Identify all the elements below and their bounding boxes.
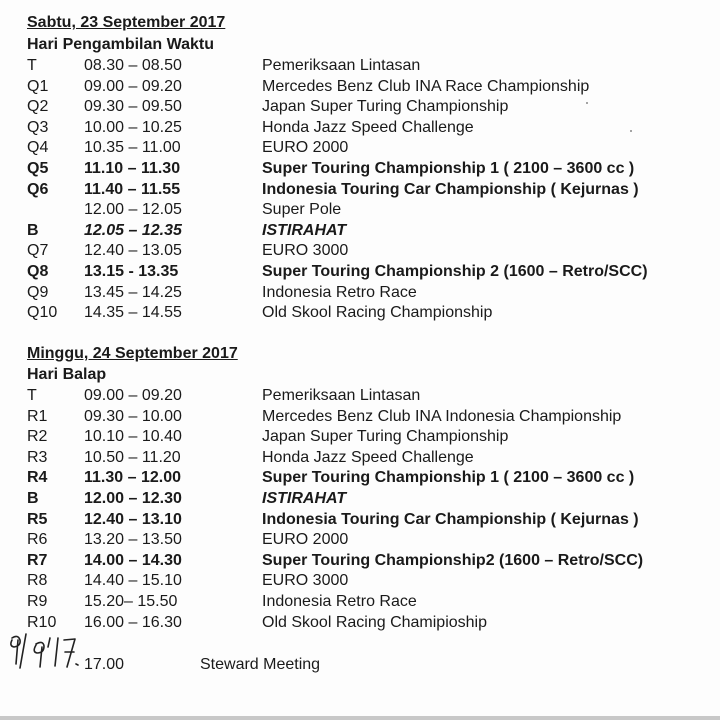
session-time: 08.30 – 08.50: [84, 57, 182, 74]
session-code: Q8: [27, 263, 49, 280]
day1-date-heading: Sabtu, 23 September 2017: [27, 14, 226, 31]
session-event: Super Touring Championship 1 ( 2100 – 3600 cc ): [262, 160, 635, 177]
day1-schedule-row: [0, 180, 720, 201]
footer-time: 17.00: [84, 656, 125, 673]
session-code: T: [27, 57, 37, 74]
session-event: ISTIRAHAT: [262, 490, 347, 507]
session-time: 13.20 – 13.50: [84, 531, 182, 549]
session-time: 12.00 – 12.30: [84, 490, 182, 507]
session-time: 12.05 – 12.35: [84, 221, 182, 239]
session-time: 16.00 – 16.30: [84, 613, 182, 631]
handwritten-date-signature: [2, 630, 80, 680]
day1-schedule-row: [0, 159, 720, 180]
session-event: Super Touring Championship 2 (1600 – Retro/SCC): [262, 263, 648, 280]
session-event: Japan Super Turing Championship: [262, 98, 509, 116]
day2-schedule-row: [0, 468, 720, 489]
session-time: 12.00 – 12.05: [84, 201, 182, 219]
session-time: 11.10 – 11.30: [84, 160, 181, 177]
day1-schedule-row: [0, 303, 720, 324]
day2-date-heading: Minggu, 24 September 2017: [27, 345, 238, 362]
day2-schedule-row: [0, 530, 720, 551]
day2-schedule-row: [0, 571, 720, 592]
session-code: Q6: [27, 180, 49, 198]
session-time: 14.00 – 14.30: [84, 551, 182, 569]
day1-subtitle: Hari Pengambilan Waktu: [27, 36, 214, 53]
day2-schedule-row: [0, 489, 720, 510]
scan-speck: [630, 130, 632, 132]
session-time: 11.40 – 11.55: [84, 180, 181, 198]
session-time: 14.40 – 15.10: [84, 572, 182, 590]
day2-schedule-row: [0, 510, 720, 531]
day1-schedule-row: [0, 56, 720, 77]
day2-schedule-row: [0, 427, 720, 448]
session-code: Q7: [27, 242, 49, 260]
day1-schedule-row: [0, 262, 720, 283]
day2-schedule-row: [0, 551, 720, 572]
session-code: R8: [27, 572, 48, 590]
footer-event: Steward Meeting: [200, 656, 321, 673]
scan-bottom-edge: [0, 716, 720, 720]
session-event: Super Touring Championship2 (1600 – Retro/SCC): [262, 551, 644, 569]
session-time: 10.35 – 11.00: [84, 139, 181, 157]
session-code: R4: [27, 469, 48, 487]
session-code: R10: [27, 613, 57, 631]
session-code: B: [27, 490, 39, 507]
session-code: R1: [27, 407, 48, 425]
session-time: 10.50 – 11.20: [84, 448, 181, 466]
session-code: B: [27, 221, 39, 239]
session-code: Q3: [27, 118, 49, 136]
day1-schedule-row: [0, 138, 720, 159]
session-event: Old Skool Racing Chamipioship: [262, 613, 487, 631]
session-event: EURO 3000: [262, 242, 349, 260]
session-time: 10.00 – 10.25: [84, 118, 182, 136]
session-time: 09.30 – 10.00: [84, 407, 182, 425]
session-code: R6: [27, 531, 48, 549]
session-time: 11.30 – 12.00: [84, 469, 181, 487]
session-code: T: [27, 387, 37, 404]
session-code: R9: [27, 593, 48, 610]
session-code: Q9: [27, 283, 49, 301]
session-time: 09.30 – 09.50: [84, 98, 182, 116]
session-event: Indonesia Retro Race: [262, 593, 417, 610]
session-time: 09.00 – 09.20: [84, 77, 182, 95]
session-event: Super Touring Championship 1 ( 2100 – 3600 cc ): [262, 469, 635, 487]
session-time: 09.00 – 09.20: [84, 387, 182, 404]
day2-schedule-row: [0, 386, 720, 407]
session-code: Q4: [27, 139, 49, 157]
session-event: Old Skool Racing Championship: [262, 304, 493, 322]
session-event: Super Pole: [262, 201, 342, 219]
session-event: EURO 2000: [262, 531, 349, 549]
day2-schedule-row: [0, 613, 720, 634]
session-event: EURO 3000: [262, 572, 349, 590]
session-event: Indonesia Touring Car Championship ( Kejurnas ): [262, 180, 639, 198]
session-time: 13.45 – 14.25: [84, 283, 182, 301]
session-code: Q1: [27, 77, 49, 95]
session-event: Pemeriksaan Lintasan: [262, 57, 421, 74]
session-code: Q10: [27, 304, 58, 322]
day2-subtitle: Hari Balap: [27, 366, 107, 383]
session-time: 13.15 - 13.35: [84, 263, 179, 280]
day2-schedule-row: [0, 448, 720, 469]
session-time: 12.40 – 13.10: [84, 510, 182, 528]
session-time: 15.20– 15.50: [84, 593, 178, 610]
day1-schedule-row: [0, 97, 720, 118]
session-code: R2: [27, 428, 48, 446]
day1-schedule-row: [0, 77, 720, 98]
session-code: R5: [27, 510, 48, 528]
day1-schedule-row: [0, 200, 720, 221]
session-code: Q2: [27, 98, 49, 116]
day2-schedule-row: [0, 592, 720, 613]
session-code: R7: [27, 551, 48, 569]
session-event: Honda Jazz Speed Challenge: [262, 448, 474, 466]
day1-schedule-row: [0, 241, 720, 262]
session-time: 12.40 – 13.05: [84, 242, 182, 260]
session-code: R3: [27, 448, 48, 466]
session-event: Indonesia Retro Race: [262, 283, 417, 301]
session-event: EURO 2000: [262, 139, 349, 157]
session-event: ISTIRAHAT: [262, 221, 347, 239]
session-event: Pemeriksaan Lintasan: [262, 387, 421, 404]
session-event: Mercedes Benz Club INA Indonesia Championship: [262, 407, 622, 425]
day1-schedule-row: [0, 283, 720, 304]
session-event: Indonesia Touring Car Championship ( Kejurnas ): [262, 510, 639, 528]
session-event: Japan Super Turing Championship: [262, 428, 509, 446]
session-event: Mercedes Benz Club INA Race Championship: [262, 77, 590, 95]
session-code: Q5: [27, 160, 49, 177]
session-event: Honda Jazz Speed Challenge: [262, 118, 474, 136]
session-time: 10.10 – 10.40: [84, 428, 182, 446]
scan-speck: [586, 102, 588, 104]
day2-schedule-row: [0, 407, 720, 428]
day1-schedule-row: [0, 118, 720, 139]
session-time: 14.35 – 14.55: [84, 304, 182, 322]
day1-schedule-row: [0, 221, 720, 242]
